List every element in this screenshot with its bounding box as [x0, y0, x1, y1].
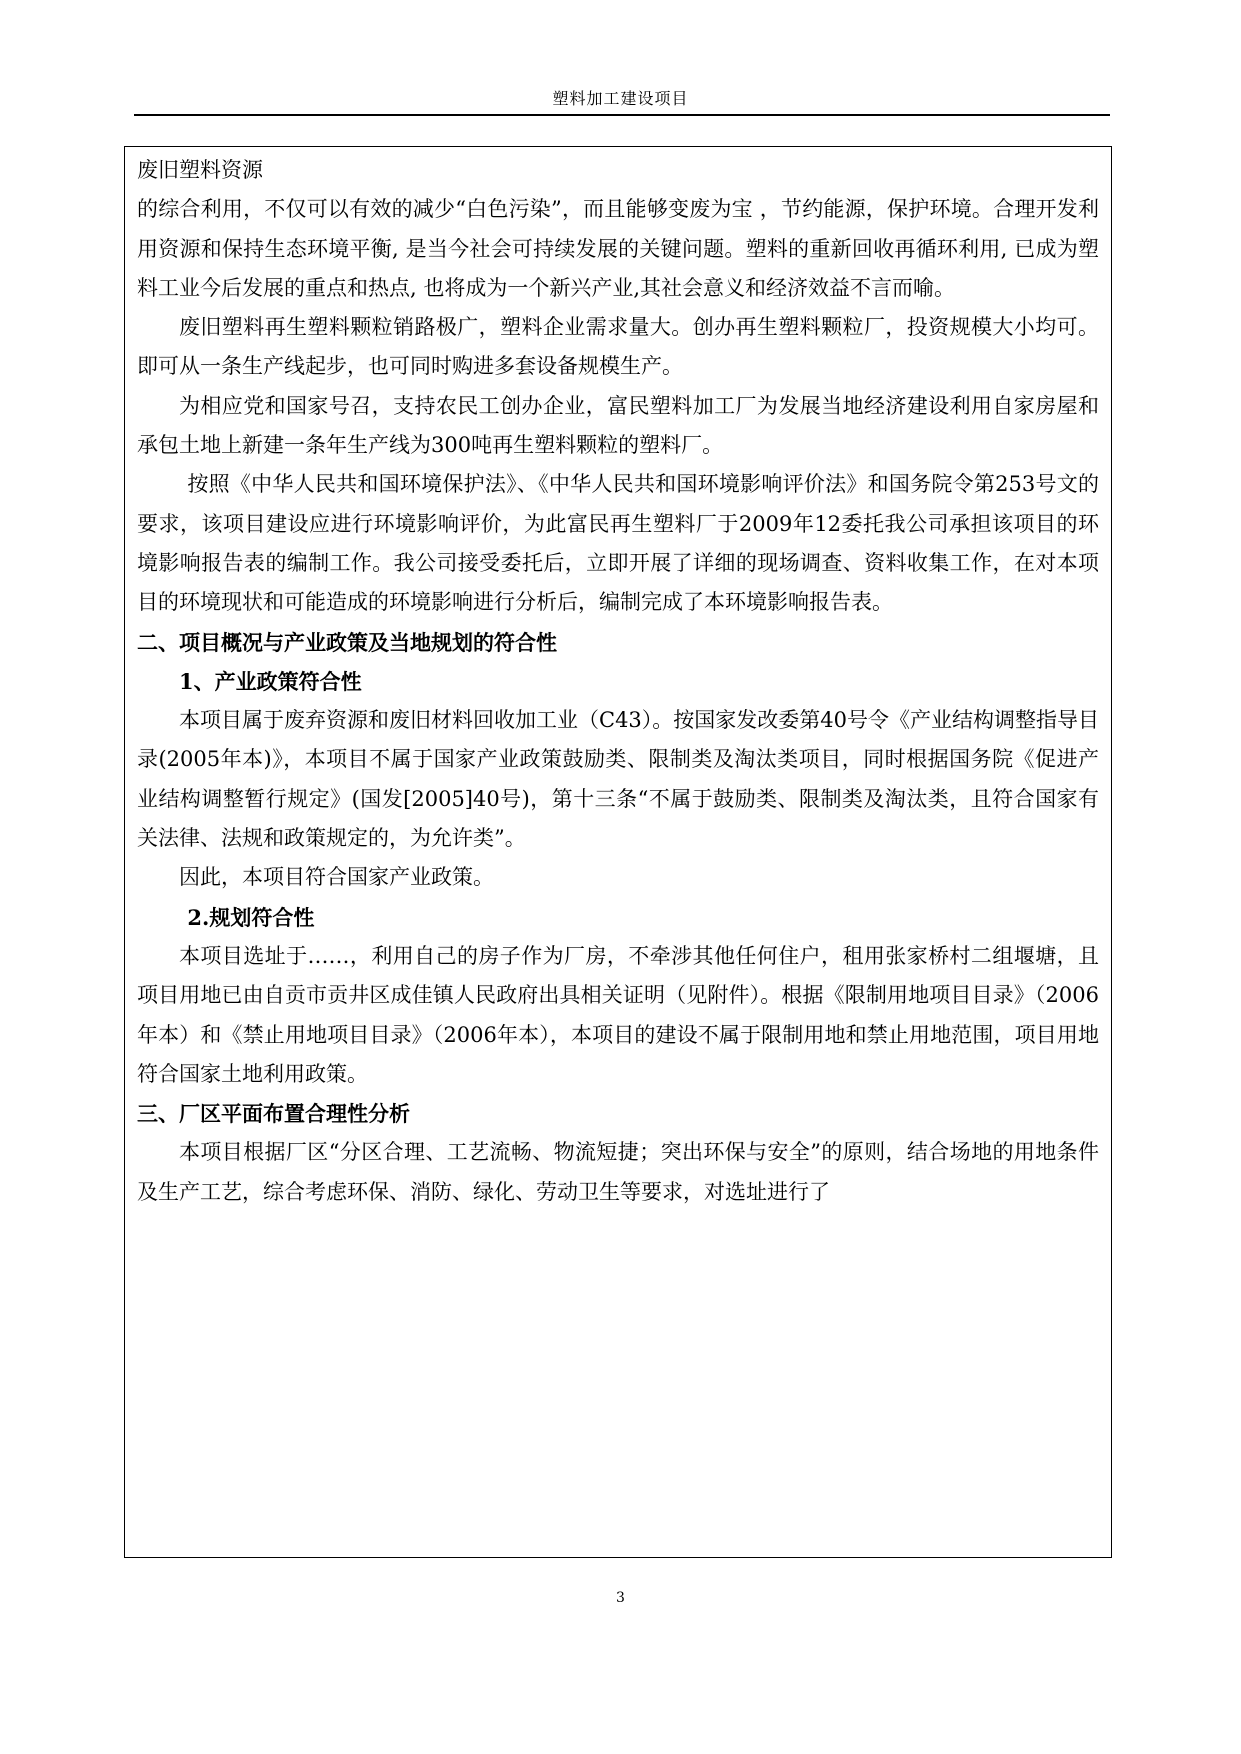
paragraph-policy-conclusion: 因此，本项目符合国家产业政策。 [179, 865, 494, 890]
paragraph-layout: 本项目根据厂区“分区合理、工艺流畅、物流短捷；突出环保与安全”的原则，结合场地的用地条件及生产工艺，综合考虑环保、消防、绿化、劳动卫生等要求，对选址进行了 [137, 1140, 1099, 1204]
header-rule [134, 114, 1110, 116]
document-body [137, 151, 1099, 1212]
paragraph-policy: 本项目属于废弃资源和废旧材料回收加工业（C43）。按国家发改委第40号令《产业结构调整指导目录(2005年本)》，本项目不属于国家产业政策鼓励类、限制类及淘汰类项目，同时根据国务院《促进产业结构调整暂行规定》(国发[2005]40号)，第十三条“不属于鼓励类、限制类及淘汰类，且符合国家有关法律、法规和政策规定的，为允许类”。 [137, 708, 1100, 851]
section-3-heading: 三、厂区平面布置合理性分析 [137, 1101, 410, 1127]
paragraph-planning: 本项目选址于……，利用自己的房子作为厂房，不牵涉其他任何住户，租用张家桥村二组堰塘，且项目用地已由自贡市贡井区成佳镇人民政府出具相关证明（见附件）。根据《限制用地项目目录》（2006年本）和《禁止用地项目目录》（2006年本），本项目的建设不属于限制用地和禁止用地范围，项目用地符合国家土地利用政策。 [137, 943, 1099, 1086]
paragraph-market: 废旧塑料再生塑料颗粒销路极广，塑料企业需求量大。创办再生塑料颗粒厂，投资规模大小均可。即可从一条生产线起步，也可同时购进多套设备规模生产。 [137, 315, 1099, 379]
paragraph-law: 按照《中华人民共和国环境保护法》、《中华人民共和国环境影响评价法》和国务院令第253号文的要求，该项目建设应进行环境影响评价，为此富民再生塑料厂于2009年12委托我公司承担该项目的环境影响报告表的编制工作。我公司接受委托后，立即开展了详细的现场调查、资料收集工作，在对本项目的环境现状和可能造成的环境影响进行分析后，编制完成了本环境影响报告表。 [137, 472, 1099, 615]
section-2-heading: 二、项目概况与产业政策及当地规划的符合性 [137, 629, 557, 655]
header-title: 塑料加工建设项目 [552, 89, 689, 108]
paragraph-intro-head: 废旧塑料资源 [137, 158, 263, 182]
subsection-1-heading: 1、产业政策符合性 [179, 668, 362, 694]
subsection-2-heading: 2.规划符合性 [187, 904, 315, 930]
page-number: 3 [616, 1590, 625, 1606]
paragraph-response: 为相应党和国家号召，支持农民工创办企业，富民塑料加工厂为发展当地经济建设利用自家房屋和承包土地上新建一条年生产线为300吨再生塑料颗粒的塑料厂。 [137, 393, 1099, 458]
paragraph-intro: 的综合利用，不仅可以有效的减少“白色污染”，而且能够变废为宝 ，节约能源，保护环境。合理开发利用资源和保持生态环境平衡, 是当今社会可持续发展的关键问题。塑料的重新回收再循环利用, 已成为塑料工业今后发展的重点和热点, 也将成为一个新兴产业,其社会意义和经济效益不言而喻。 [137, 197, 1099, 300]
